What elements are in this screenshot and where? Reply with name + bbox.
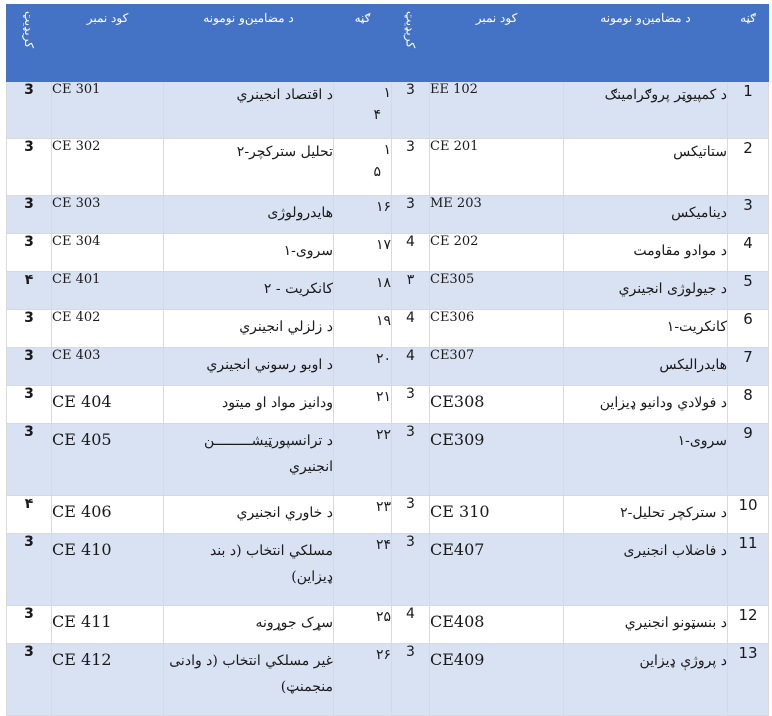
credit-cell: 3 [392, 496, 430, 534]
code-cell: CE 303 [52, 196, 164, 234]
number-cell: ۱۶ [334, 196, 392, 234]
credit-cell: 3 [7, 139, 52, 196]
number-cell: 4 [728, 234, 769, 272]
number-cell: ۱۷ [334, 234, 392, 272]
table-row [7, 424, 769, 496]
number-cell: ۲۱ [334, 386, 392, 424]
subject-cell: غیر مسلکي انتخاب (د وادنی منجمنټ) [164, 644, 334, 716]
credit-cell: 3 [7, 310, 52, 348]
number-line-1: ۱ [383, 85, 391, 101]
credit-cell: 3 [7, 348, 52, 386]
number-cell: 2 [728, 139, 769, 196]
subject-cell: د کمپیوټر پروګرامینګ [564, 82, 728, 139]
code-cell: CE 402 [52, 310, 164, 348]
number-cell: ۲۳ [334, 496, 392, 534]
credit-cell: 3 [392, 139, 430, 196]
credit-cell: 3 [392, 82, 430, 139]
header-subject-left: د مضامین‌و نومونه [164, 5, 334, 82]
table-row [7, 534, 769, 606]
credit-cell: 3 [7, 424, 52, 496]
number-line-1: ۱ [383, 142, 391, 158]
credit-cell: 4 [392, 234, 430, 272]
subject-cell: هایدرولوژی [164, 196, 334, 234]
number-cell: ۱۹ [334, 310, 392, 348]
subject-cell: د ترانسپورټیشـــــــــن انجنیري [164, 424, 334, 496]
credit-cell: ۴ [7, 272, 52, 310]
header-subject-right: د مضامین‌و نومونه [564, 5, 728, 82]
credit-cell: 3 [7, 386, 52, 424]
number-cell: 6 [728, 310, 769, 348]
code-cell: CE 301 [52, 82, 164, 139]
subject-cell: ستاتیکس [564, 139, 728, 196]
header-code-left: کود نمبر [52, 5, 164, 82]
credit-cell: 3 [392, 644, 430, 716]
code-cell: CE 310 [430, 496, 564, 534]
table-row [7, 310, 769, 348]
subject-cell: هایدرالیکس [564, 348, 728, 386]
credit-cell: 3 [392, 196, 430, 234]
code-cell: CE306 [430, 310, 564, 348]
table-row [7, 644, 769, 716]
subject-cell: دینامیکس [564, 196, 728, 234]
number-cell: ۲۴ [334, 534, 392, 606]
number-cell: 9 [728, 424, 769, 496]
subject-cell: تحلیل ستركچر-۲ [164, 139, 334, 196]
credit-cell: 3 [7, 606, 52, 644]
table-row [7, 272, 769, 310]
number-line-2: ۴ [373, 107, 381, 123]
credit-cell: 4 [392, 310, 430, 348]
code-cell: CE 411 [52, 606, 164, 644]
subject-cell: د بنسټونو انجنیري [564, 606, 728, 644]
code-cell: ME 203 [430, 196, 564, 234]
credit-cell: 4 [392, 606, 430, 644]
subject-cell: کانکریت-۱ [564, 310, 728, 348]
code-cell: CE 405 [52, 424, 164, 496]
number-cell: 8 [728, 386, 769, 424]
number-cell: ۲۰ [334, 348, 392, 386]
number-cell: 7 [728, 348, 769, 386]
code-cell: CE305 [430, 272, 564, 310]
code-cell: CE307 [430, 348, 564, 386]
subject-cell: مسلکي انتخاب (د بند ډیزاین) [164, 534, 334, 606]
credit-cell: 4 [392, 348, 430, 386]
credit-cell: 3 [7, 644, 52, 716]
number-cell [334, 139, 392, 196]
table-row [7, 348, 769, 386]
credit-cell: 3 [392, 386, 430, 424]
subject-cell: د جیولوژی انجینري [564, 272, 728, 310]
subject-cell: د ستركچر تحلیل-۲ [564, 496, 728, 534]
subject-cell: سروی-۱ [564, 424, 728, 496]
subject-cell: سړک جوړونه [164, 606, 334, 644]
number-cell [334, 82, 392, 139]
number-cell: ۱۸ [334, 272, 392, 310]
credit-cell: 3 [7, 234, 52, 272]
table-row [7, 82, 769, 139]
table-row [7, 139, 769, 196]
subject-cell: د فولادي ودانیو ډیزاین [564, 386, 728, 424]
number-cell: 10 [728, 496, 769, 534]
credit-cell: ۴ [7, 496, 52, 534]
table-row [7, 196, 769, 234]
credit-cell: 3 [392, 424, 430, 496]
number-line-2: ۵ [373, 164, 381, 180]
code-cell: CE 406 [52, 496, 164, 534]
table-row [7, 606, 769, 644]
number-cell: 1 [728, 82, 769, 139]
subject-cell: د زلزلي انجینري [164, 310, 334, 348]
subject-cell: ودانیز مواد او میتود [164, 386, 334, 424]
subject-cell: د پروژې ډیزاین [564, 644, 728, 716]
number-cell: 3 [728, 196, 769, 234]
subject-cell: د اوبو رسوني انجینري [164, 348, 334, 386]
header-number-right: ګڼه [728, 5, 769, 82]
number-cell: 12 [728, 606, 769, 644]
credit-cell: ۳ [392, 272, 430, 310]
number-cell: 5 [728, 272, 769, 310]
credit-cell: 3 [7, 534, 52, 606]
code-cell: CE409 [430, 644, 564, 716]
subject-cell: د فاضلاب انجنیری [564, 534, 728, 606]
code-cell: CE407 [430, 534, 564, 606]
subject-cell: د خاوري انجنیري [164, 496, 334, 534]
code-cell: CE 302 [52, 139, 164, 196]
subject-cell: د اقتصاد انجینري [164, 82, 334, 139]
credit-cell: 3 [7, 196, 52, 234]
number-cell: 13 [728, 644, 769, 716]
subject-cell: د موادو مقاومت [564, 234, 728, 272]
code-cell: CE 304 [52, 234, 164, 272]
code-cell: CE309 [430, 424, 564, 496]
code-cell: CE 201 [430, 139, 564, 196]
subject-cell: سروی-۱ [164, 234, 334, 272]
credit-cell: 3 [7, 82, 52, 139]
code-cell: CE408 [430, 606, 564, 644]
table-row [7, 496, 769, 534]
code-cell: CE 412 [52, 644, 164, 716]
header-credit-right: کریډیټ [392, 5, 430, 82]
code-cell: CE 202 [430, 234, 564, 272]
number-cell: ۲۲ [334, 424, 392, 496]
header-row [7, 5, 769, 82]
code-cell: CE 410 [52, 534, 164, 606]
header-code-right: کود نمبر [430, 5, 564, 82]
table-row [7, 234, 769, 272]
code-cell: CE 401 [52, 272, 164, 310]
table-row [7, 386, 769, 424]
number-cell: 11 [728, 534, 769, 606]
code-cell: CE308 [430, 386, 564, 424]
curriculum-table [6, 4, 769, 716]
code-cell: CE 403 [52, 348, 164, 386]
number-cell: ۲۵ [334, 606, 392, 644]
credit-cell: 3 [392, 534, 430, 606]
subject-cell: کانکریت - ۲ [164, 272, 334, 310]
header-number-left: ګڼه [334, 5, 392, 82]
code-cell: CE 404 [52, 386, 164, 424]
code-cell: EE 102 [430, 82, 564, 139]
number-cell: ۲۶ [334, 644, 392, 716]
header-credit-left: کریډیټ [7, 5, 52, 82]
